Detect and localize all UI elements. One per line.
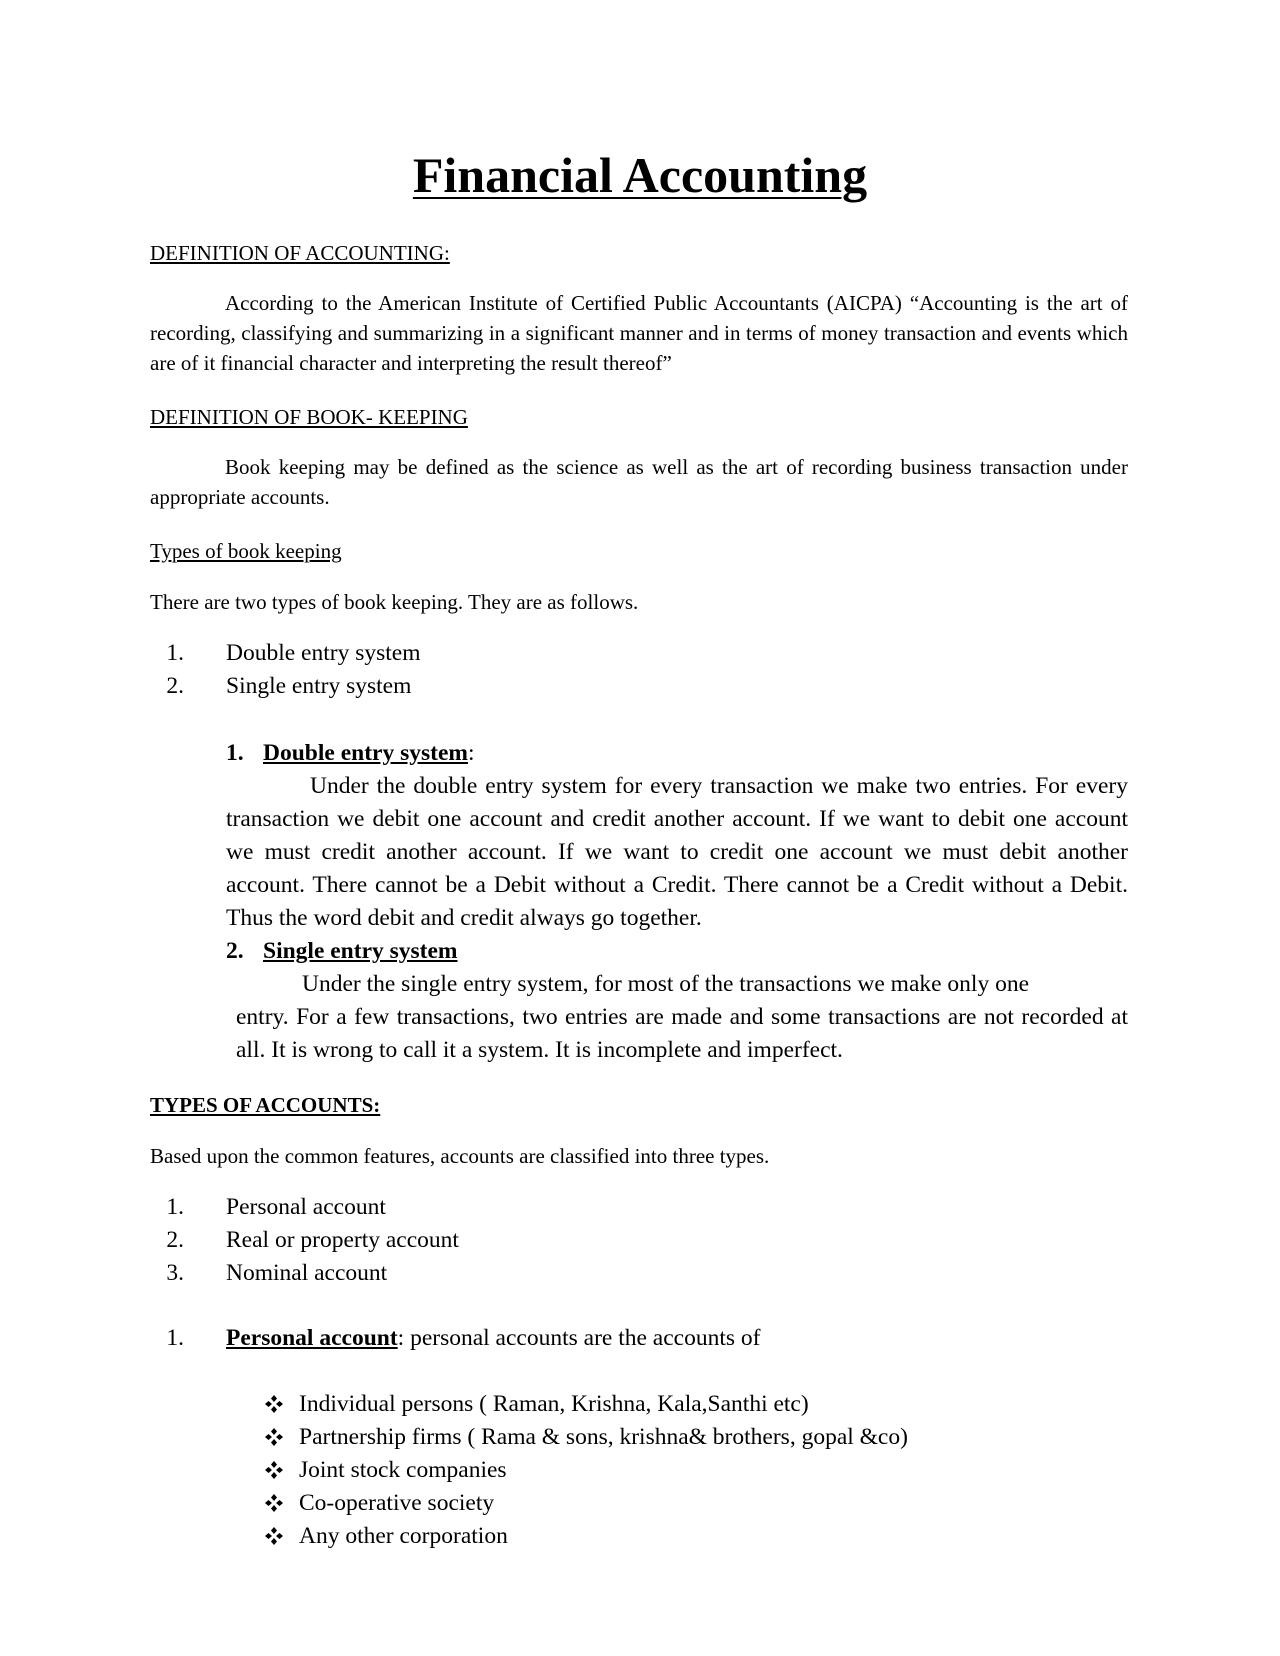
single-entry-heading [226, 935, 458, 968]
single-entry-title: Single entry system [263, 938, 458, 964]
list-item [150, 670, 950, 703]
personal-account-text: : personal accounts are the accounts of [397, 1325, 761, 1351]
list-item-text: Real or property account [226, 1227, 459, 1253]
personal-account-bullets [264, 1388, 1064, 1553]
single-entry-number: 2. [226, 938, 244, 964]
definition-accounting-heading: DEFINITION OF ACCOUNTING: [150, 241, 450, 265]
types-bookkeeping-intro: There are two types of book keeping. They are as follows. [150, 590, 639, 614]
four-diamond-bullet-icon [264, 1460, 284, 1480]
four-diamond-bullet-icon [264, 1493, 284, 1513]
definition-bookkeeping-text: Book keeping may be defined as the science as well as the art of recording business transaction under appropriate accounts. [150, 455, 1128, 509]
four-diamond-bullet-icon [264, 1394, 284, 1414]
bullet-text: Individual persons ( Raman, Krishna, Kala,Santhi etc) [299, 1391, 809, 1417]
double-entry-number: 1. [226, 740, 244, 766]
list-item [264, 1454, 1064, 1487]
list-item [150, 1257, 950, 1290]
list-item [150, 1224, 950, 1257]
personal-account-number: 1. [166, 1325, 184, 1351]
double-entry-text: Under the double entry system for every transaction we make two entries. For every transaction we debit one account and credit another account. If we want to debit one account we must credit another account. If we want to credit one account we must debit another account. There cannot be a Debit without a Credit. There cannot be a Credit without a Debit. Thus the word debit and credit always go together. [226, 773, 1128, 931]
list-item [264, 1388, 1064, 1421]
list-item [150, 1191, 950, 1224]
list-item [150, 637, 950, 670]
double-entry-title: Double entry system [263, 740, 468, 766]
four-diamond-bullet-icon [264, 1526, 284, 1546]
types-accounts-heading: TYPES OF ACCOUNTS: [150, 1093, 381, 1117]
list-item-number: 1. [166, 640, 184, 666]
single-entry-text-rest: entry. For a few transactions, two entries are made and some transactions are not recorded at all. It is wrong to call it a system. It is incomplete and imperfect. [236, 1004, 1128, 1063]
types-accounts-list [150, 1191, 950, 1290]
list-item-number: 3. [166, 1260, 184, 1286]
definition-accounting-text: According to the American Institute of Certified Public Accountants (AICPA) “Accounting is the art of recording, classifying and summarizing in a significant manner and in terms of money transaction and events which are of it financial character and interpreting the result thereof” [150, 291, 1128, 375]
double-entry-heading [226, 737, 474, 770]
four-diamond-bullet-icon [264, 1427, 284, 1447]
list-item-text: Single entry system [226, 673, 412, 699]
list-item [264, 1520, 1064, 1553]
page-title: Financial Accounting [412, 147, 868, 203]
single-entry-text-line1: Under the single entry system, for most of the transactions we make only one [302, 971, 1030, 997]
types-accounts-intro: Based upon the common features, accounts are classified into three types. [150, 1144, 770, 1168]
types-bookkeeping-list [150, 637, 950, 703]
list-item-text: Nominal account [226, 1260, 388, 1286]
definition-bookkeeping-heading: DEFINITION OF BOOK- KEEPING [150, 405, 468, 429]
bullet-text: Partnership firms ( Rama & sons, krishna& brothers, gopal &co) [299, 1424, 908, 1450]
bullet-text: Any other corporation [299, 1523, 508, 1549]
bullet-text: Joint stock companies [299, 1457, 507, 1483]
list-item [264, 1487, 1064, 1520]
list-item-number: 2. [166, 1227, 184, 1253]
personal-account-heading: Personal account [226, 1325, 398, 1351]
list-item-text: Personal account [226, 1194, 386, 1220]
personal-account-line [150, 1322, 1050, 1355]
list-item-number: 2. [166, 673, 184, 699]
list-item-text: Double entry system [226, 640, 421, 666]
list-item-number: 1. [166, 1194, 184, 1220]
bullet-text: Co-operative society [299, 1490, 495, 1516]
types-bookkeeping-heading: Types of book keeping [150, 539, 342, 563]
double-entry-colon: : [467, 740, 475, 766]
list-item [264, 1421, 1064, 1454]
